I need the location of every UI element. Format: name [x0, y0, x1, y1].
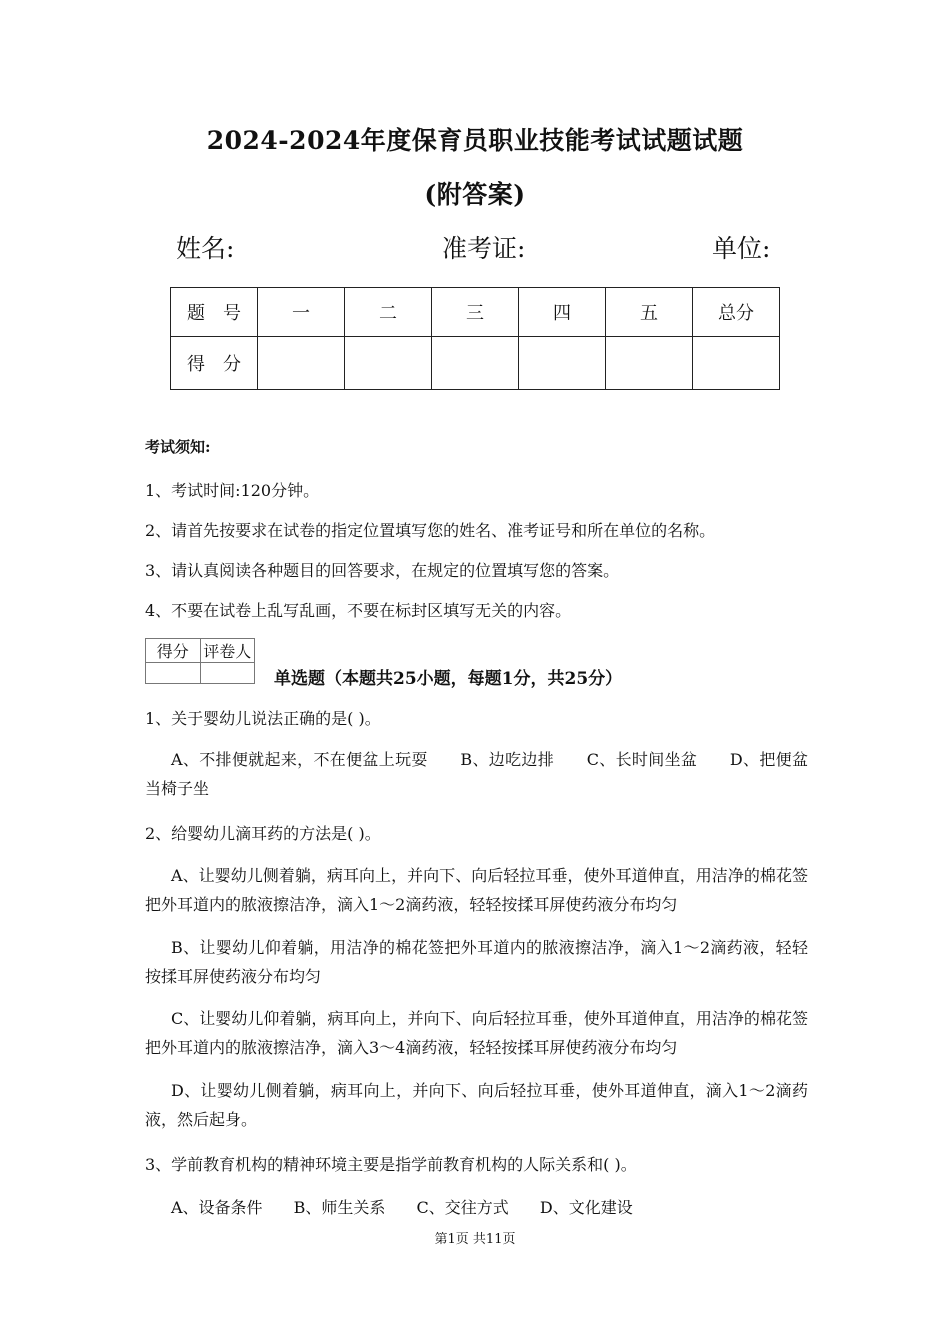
document-title: 2024-2024年度保育员职业技能考试试题试题 [206, 126, 744, 155]
question-stem: 2、给婴幼儿滴耳药的方法是( )。 [145, 824, 381, 843]
score-table-score-row [171, 337, 780, 390]
exam-number-field-label: 准考证: [442, 234, 526, 263]
question-option: C、交往方式 [416, 1198, 509, 1217]
section-title: 单选题（本题共25小题，每题1分，共25分） [274, 669, 623, 689]
score-cell[interactable] [519, 337, 606, 390]
grader-reviewer-cell[interactable] [200, 663, 255, 684]
notice-heading: 考试须知: [145, 438, 211, 456]
page-footer: 第1页 共11页 [434, 1232, 516, 1247]
question-options-row [171, 1195, 659, 1218]
score-header-cell: 二 [345, 288, 432, 337]
notice-item: 2、请首先按要求在试卷的指定位置填写您的姓名、准考证号和所在单位的名称。 [145, 521, 716, 540]
score-row-label: 得 分 [171, 337, 258, 390]
score-header-cell: 一 [258, 288, 345, 337]
score-cell[interactable] [432, 337, 519, 390]
score-header-cell: 三 [432, 288, 519, 337]
notice-item: 1、考试时间:120分钟。 [145, 481, 320, 500]
grader-reviewer-label: 评卷人 [200, 639, 255, 663]
notice-item: 3、请认真阅读各种题目的回答要求，在规定的位置填写您的答案。 [145, 561, 620, 580]
name-field-label: 姓名: [176, 234, 235, 263]
score-header-cell: 题 号 [171, 288, 258, 337]
grader-score-cell[interactable] [146, 663, 201, 684]
question-option: A、让婴幼儿侧着躺，病耳向上，并向下、向后轻拉耳垂，使外耳道伸直，用洁净的棉花签把外耳道内的脓液擦洁净，滴入1～2滴药液，轻轻按揉耳屏使药液分布均匀 [145, 866, 808, 914]
question-option: A、设备条件 [171, 1198, 263, 1217]
score-header-cell: 四 [519, 288, 606, 337]
question-option: B、师生关系 [293, 1198, 386, 1217]
question-stem: 3、学前教育机构的精神环境主要是指学前教育机构的人际关系和( )。 [145, 1155, 637, 1174]
score-table [170, 287, 780, 390]
score-cell[interactable] [258, 337, 345, 390]
question-option: C、让婴幼儿仰着躺，病耳向上，并向下、向后轻拉耳垂，使外耳道伸直，用洁净的棉花签把外耳道内的脓液擦洁净，滴入3～4滴药液，轻轻按揉耳屏使药液分布均匀 [145, 1009, 808, 1057]
question-option: B、让婴幼儿仰着躺，用洁净的棉花签把外耳道内的脓液擦洁净，滴入1～2滴药液，轻轻按揉耳屏使药液分布均匀 [145, 938, 808, 986]
score-cell[interactable] [693, 337, 780, 390]
score-cell[interactable] [606, 337, 693, 390]
document-subtitle: (附答案) [424, 180, 526, 209]
question-stem: 1、关于婴幼儿说法正确的是( )。 [145, 709, 381, 728]
grader-score-label: 得分 [146, 639, 201, 663]
question-option: D、让婴幼儿侧着躺，病耳向上，并向下、向后轻拉耳垂，使外耳道伸直，滴入1～2滴药液，然后起身。 [145, 1081, 808, 1129]
score-header-cell: 五 [606, 288, 693, 337]
question-options: A、不排便就起来，不在便盆上玩耍 B、边吃边排 C、长时间坐盆 D、把便盆当椅子坐 [145, 750, 808, 798]
grader-table [145, 638, 255, 684]
score-header-cell: 总分 [693, 288, 780, 337]
score-cell[interactable] [345, 337, 432, 390]
notice-item: 4、不要在试卷上乱写乱画，不要在标封区填写无关的内容。 [145, 601, 572, 620]
unit-field-label: 单位: [712, 234, 771, 263]
question-option: D、文化建设 [539, 1198, 633, 1217]
score-table-header-row [171, 288, 780, 337]
